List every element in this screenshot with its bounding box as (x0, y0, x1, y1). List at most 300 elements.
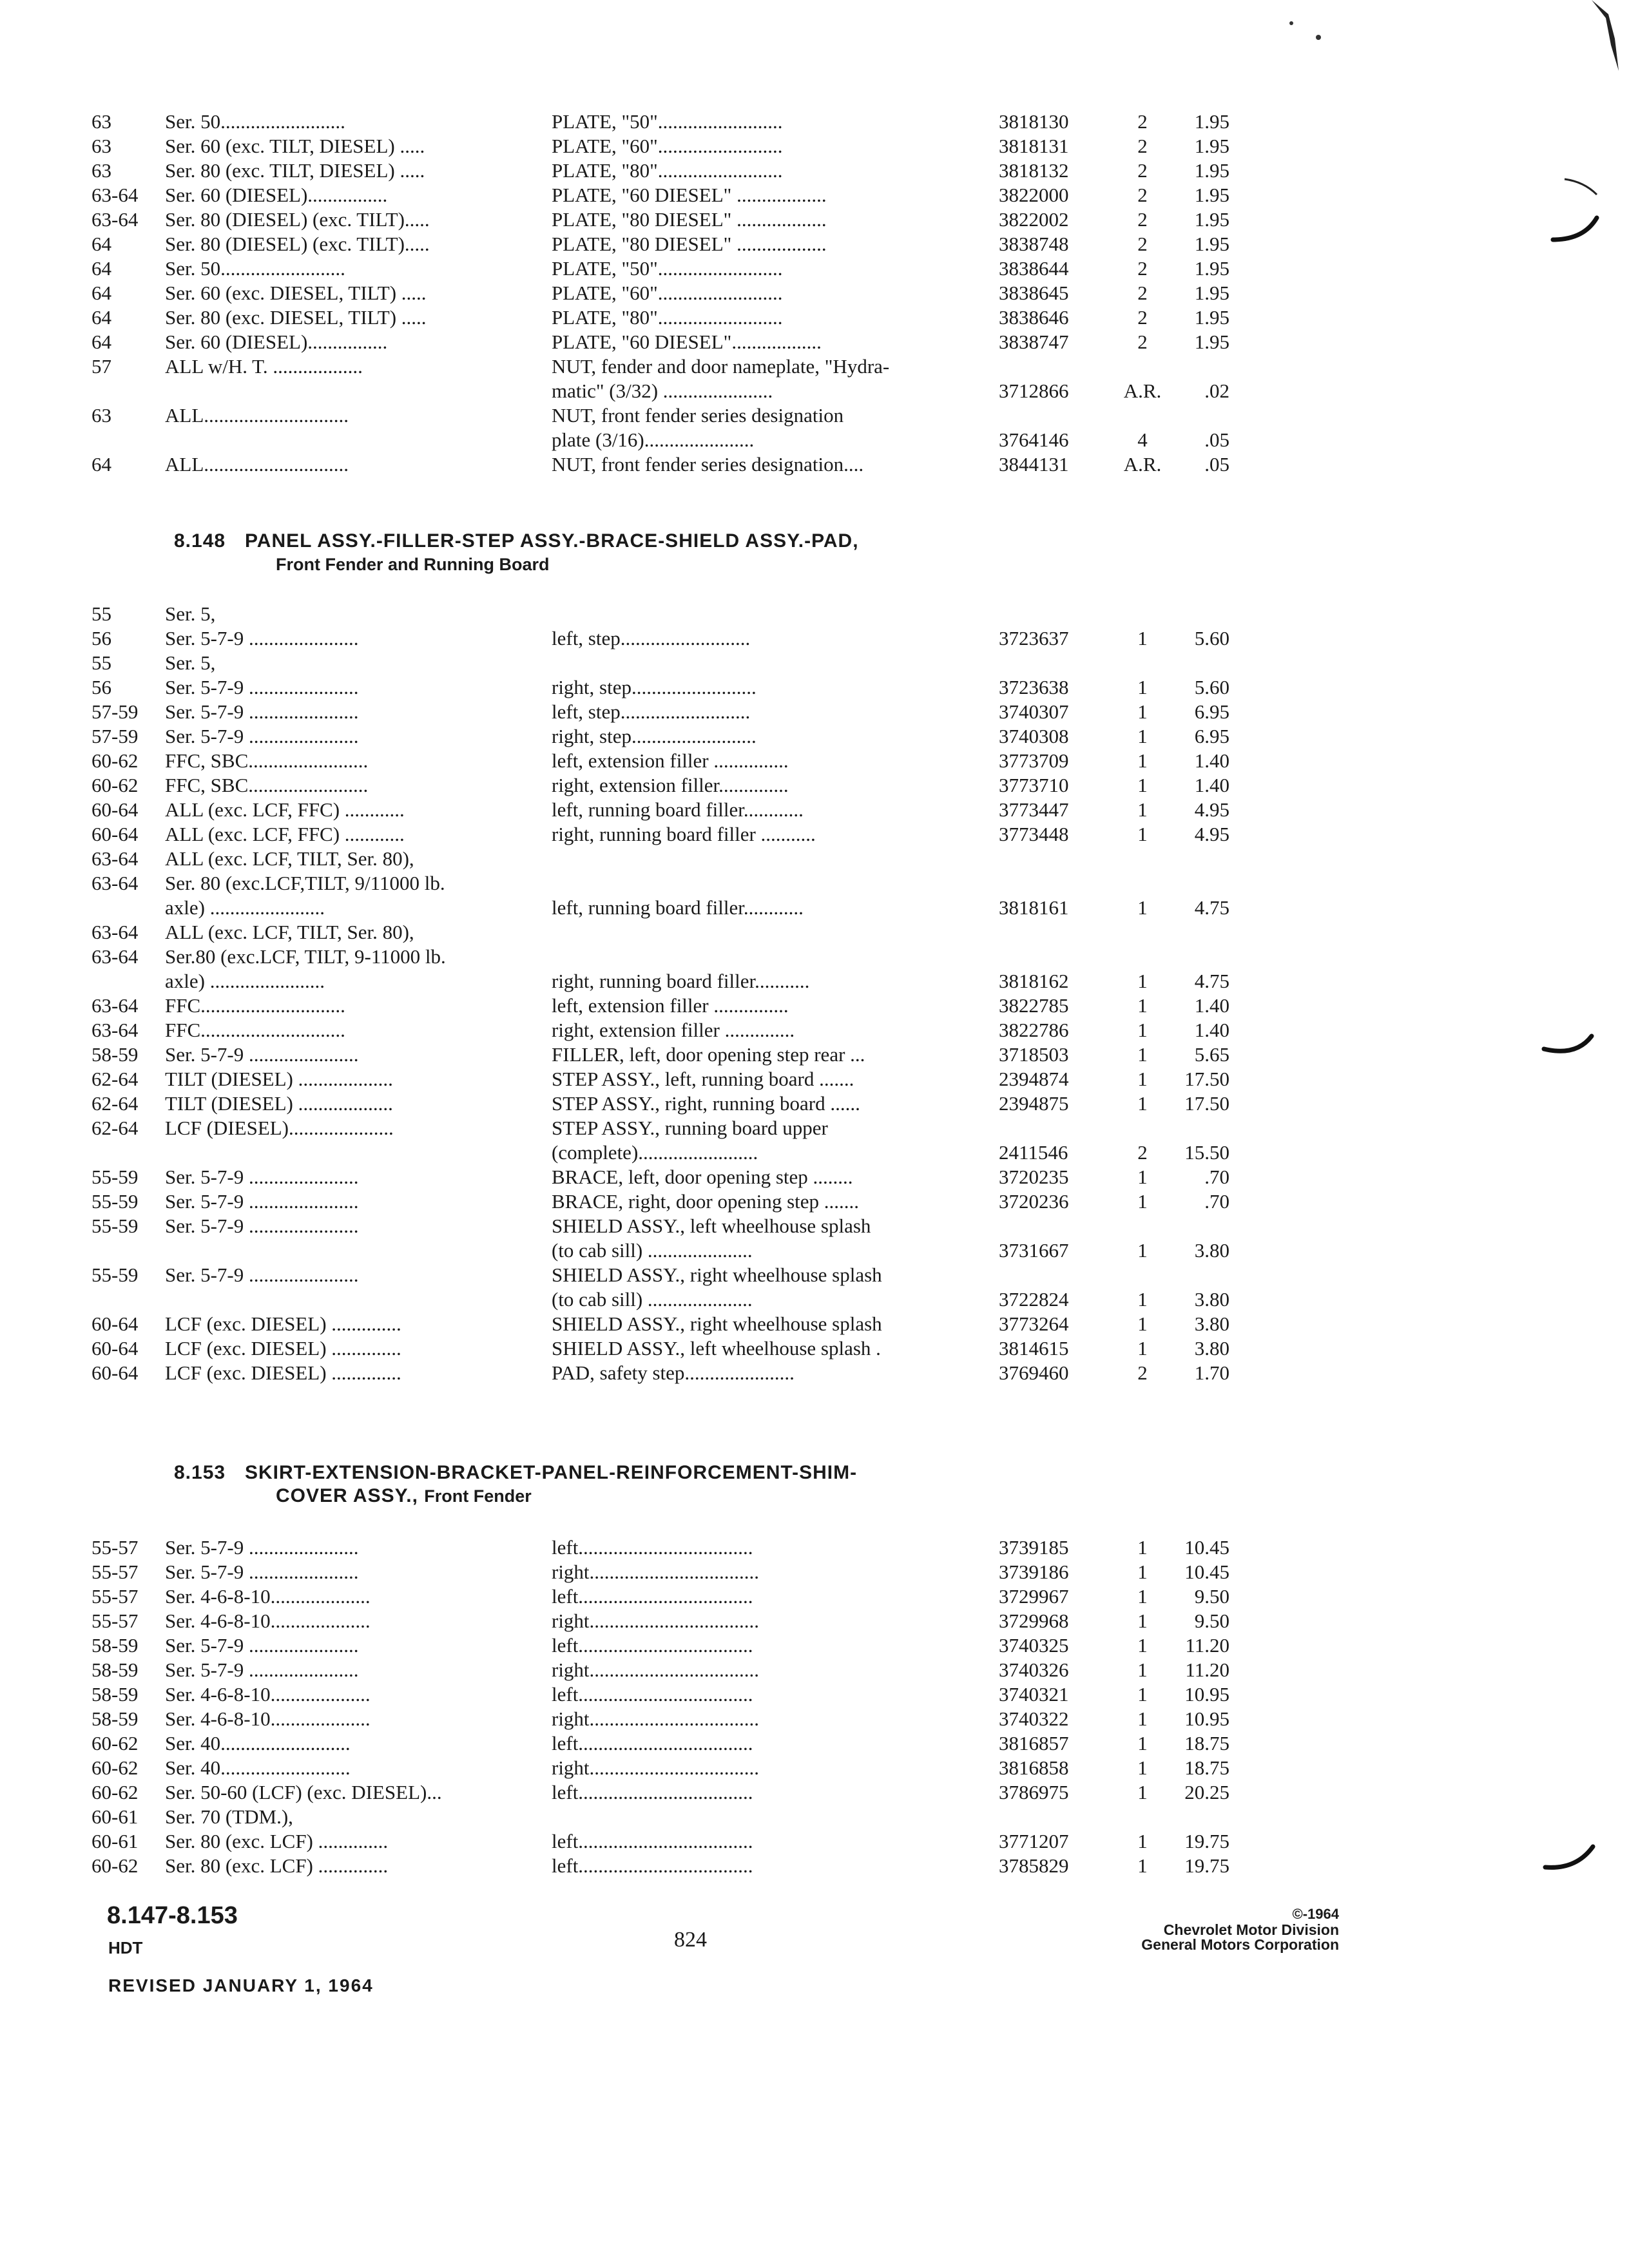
quantity-cell: A.R. (1123, 380, 1162, 402)
price-cell: 11.20 (1185, 1658, 1229, 1681)
scan-speck (1316, 35, 1321, 40)
description-cell: left................................... (552, 1683, 753, 1706)
price-cell: 1.95 (1194, 208, 1229, 231)
year-cell: 63-64 (92, 921, 139, 943)
year-cell: 60-64 (92, 798, 139, 821)
description-cell: PLATE, "60 DIESEL".................. (552, 331, 822, 353)
year-cell: 55 (92, 602, 111, 625)
part-number-cell: 3771207 (999, 1830, 1069, 1852)
footer-copyright: ©-1964 (1292, 1906, 1339, 1922)
price-cell: 9.50 (1194, 1610, 1229, 1632)
application-cell: ALL (exc. LCF, TILT, Ser. 80), (165, 921, 414, 943)
year-cell: 63 (92, 110, 111, 133)
year-cell: 64 (92, 233, 111, 255)
description-cell: NUT, front fender series designation (552, 404, 844, 427)
part-number-cell: 3723637 (999, 627, 1069, 649)
year-cell: 64 (92, 306, 111, 329)
description-cell: right.................................. (552, 1756, 760, 1779)
description-cell: right.................................. (552, 1610, 760, 1632)
price-cell: 5.60 (1194, 676, 1229, 698)
price-cell: 1.95 (1194, 331, 1229, 353)
description-cell: SHIELD ASSY., right wheelhouse splash (552, 1312, 882, 1335)
year-cell: 57-59 (92, 725, 139, 747)
description-cell: SHIELD ASSY., left wheelhouse splash (552, 1215, 871, 1237)
price-cell: 5.65 (1194, 1043, 1229, 1066)
year-cell: 62-64 (92, 1092, 139, 1115)
price-cell: 9.50 (1194, 1585, 1229, 1608)
section-number: 8.153 (174, 1462, 226, 1483)
price-cell: 4.95 (1194, 823, 1229, 845)
part-number-cell: 3814615 (999, 1337, 1069, 1360)
description-cell: PLATE, "80"......................... (552, 159, 783, 182)
price-cell: 18.75 (1184, 1756, 1229, 1779)
description-cell: PLATE, "50"......................... (552, 257, 783, 280)
quantity-cell: 1 (1137, 1585, 1148, 1608)
part-number-cell: 3731667 (999, 1239, 1069, 1262)
description-cell: right, running board filler ........... (552, 823, 816, 845)
part-number-cell: 3816858 (999, 1756, 1069, 1779)
price-cell: 17.50 (1184, 1068, 1229, 1090)
application-cell: Ser. 50-60 (LCF) (exc. DIESEL)... (165, 1781, 442, 1803)
price-cell: 3.80 (1194, 1239, 1229, 1262)
part-number-cell: 3769460 (999, 1361, 1069, 1384)
quantity-cell: 1 (1137, 1756, 1148, 1779)
application-cell: Ser. 50......................... (165, 257, 345, 280)
quantity-cell: 1 (1137, 1239, 1148, 1262)
application-cell: Ser. 50......................... (165, 110, 345, 133)
part-number-cell: 3712866 (999, 380, 1069, 402)
quantity-cell: 1 (1137, 1830, 1148, 1852)
price-cell: 3.80 (1194, 1337, 1229, 1360)
binder-hole-mark (1545, 1847, 1593, 1867)
section-title: PANEL ASSY.-FILLER-STEP ASSY.-BRACE-SHIELD ASSY.-PAD, (245, 530, 859, 552)
quantity-cell: 1 (1137, 1019, 1148, 1041)
footer-range: 8.147-8.153 (107, 1902, 238, 1929)
part-number-cell: 3838747 (999, 331, 1069, 353)
price-cell: 15.50 (1184, 1141, 1229, 1164)
price-cell: 6.95 (1194, 725, 1229, 747)
footer-code: HDT (108, 1938, 143, 1957)
section-title-continued: COVER ASSY., (276, 1485, 418, 1506)
year-cell: 64 (92, 453, 111, 476)
part-number-cell: 3818131 (999, 135, 1069, 157)
quantity-cell: 2 (1137, 208, 1148, 231)
price-cell: 1.95 (1194, 257, 1229, 280)
application-cell: Ser. 5-7-9 ...................... (165, 1658, 359, 1681)
part-number-cell: 3844131 (999, 453, 1069, 476)
price-cell: 1.40 (1194, 774, 1229, 796)
quantity-cell: 4 (1137, 428, 1148, 451)
quantity-cell: 1 (1137, 627, 1148, 649)
year-cell: 60-61 (92, 1830, 139, 1852)
application-cell: ALL (exc. LCF, TILT, Ser. 80), (165, 847, 414, 870)
year-cell: 56 (92, 676, 111, 698)
description-cell: BRACE, left, door opening step ........ (552, 1166, 853, 1188)
part-number-cell: 2394875 (999, 1092, 1069, 1115)
year-cell: 60-62 (92, 1854, 139, 1877)
price-cell: 10.95 (1184, 1683, 1229, 1706)
description-cell: right, step......................... (552, 676, 757, 698)
part-number-cell: 3729967 (999, 1585, 1069, 1608)
price-cell: 1.70 (1194, 1361, 1229, 1384)
description-cell: SHIELD ASSY., left wheelhouse splash . (552, 1337, 881, 1360)
description-cell: PLATE, "80 DIESEL" .................. (552, 208, 827, 231)
price-cell: 1.40 (1194, 1019, 1229, 1041)
application-cell: Ser. 4-6-8-10.................... (165, 1683, 371, 1706)
part-number-cell: 3740321 (999, 1683, 1069, 1706)
quantity-cell: 2 (1137, 282, 1148, 304)
year-cell: 58-59 (92, 1043, 139, 1066)
application-cell: FFC, SBC........................ (165, 774, 369, 796)
price-cell: 5.60 (1194, 627, 1229, 649)
year-cell: 63-64 (92, 847, 139, 870)
quantity-cell: 2 (1137, 184, 1148, 206)
quantity-cell: 1 (1137, 1288, 1148, 1311)
year-cell: 63-64 (92, 1019, 139, 1041)
part-number-cell: 3786975 (999, 1781, 1069, 1803)
year-cell: 55-59 (92, 1264, 139, 1286)
year-cell: 63 (92, 404, 111, 427)
part-number-cell: 3720236 (999, 1190, 1069, 1213)
application-cell: Ser. 4-6-8-10.................... (165, 1610, 371, 1632)
application-cell: LCF (exc. DIESEL) .............. (165, 1337, 401, 1360)
price-cell: .05 (1204, 428, 1229, 451)
year-cell: 58-59 (92, 1658, 139, 1681)
application-cell: Ser. 5-7-9 ...................... (165, 1166, 359, 1188)
part-number-cell: 3838644 (999, 257, 1069, 280)
part-number-cell: 3740307 (999, 700, 1069, 723)
part-number-cell: 3739186 (999, 1561, 1069, 1583)
year-cell: 60-62 (92, 774, 139, 796)
quantity-cell: 1 (1137, 1337, 1148, 1360)
price-cell: 1.95 (1194, 135, 1229, 157)
description-cell: left................................... (552, 1830, 753, 1852)
description-cell: right, extension filler .............. (552, 1019, 795, 1041)
price-cell: 20.25 (1184, 1781, 1229, 1803)
quantity-cell: 1 (1137, 1166, 1148, 1188)
application-cell: Ser. 5-7-9 ...................... (165, 1536, 359, 1559)
quantity-cell: 1 (1137, 1732, 1148, 1754)
application-cell: Ser. 60 (exc. TILT, DIESEL) ..... (165, 135, 425, 157)
part-number-cell: 3822786 (999, 1019, 1069, 1041)
description-cell: right.................................. (552, 1658, 760, 1681)
price-cell: .70 (1204, 1166, 1229, 1188)
quantity-cell: 1 (1137, 774, 1148, 796)
description-cell: STEP ASSY., left, running board ....... (552, 1068, 854, 1090)
quantity-cell: 2 (1137, 135, 1148, 157)
description-cell: left................................... (552, 1781, 753, 1803)
year-cell: 55-57 (92, 1585, 139, 1608)
application-cell: TILT (DIESEL) ................... (165, 1092, 393, 1115)
quantity-cell: 1 (1137, 798, 1148, 821)
description-cell: right, extension filler.............. (552, 774, 789, 796)
description-cell: left, extension filler ............... (552, 994, 789, 1017)
application-cell: axle) ....................... (165, 970, 325, 992)
part-number-cell: 3740326 (999, 1658, 1069, 1681)
price-cell: 11.20 (1185, 1634, 1229, 1657)
section-subtitle: Front Fender (424, 1486, 532, 1506)
price-cell: .05 (1204, 453, 1229, 476)
quantity-cell: 1 (1137, 1043, 1148, 1066)
quantity-cell: 1 (1137, 896, 1148, 919)
application-cell: Ser. 60 (DIESEL)................ (165, 331, 388, 353)
year-cell: 56 (92, 627, 111, 649)
application-cell: FFC............................. (165, 994, 345, 1017)
quantity-cell: 1 (1137, 970, 1148, 992)
year-cell: 55-57 (92, 1561, 139, 1583)
description-cell: PLATE, "80 DIESEL" .................. (552, 233, 827, 255)
application-cell: TILT (DIESEL) ................... (165, 1068, 393, 1090)
binder-hole-mark (1565, 179, 1597, 195)
application-cell: Ser. 80 (exc. TILT, DIESEL) ..... (165, 159, 425, 182)
price-cell: 3.80 (1194, 1312, 1229, 1335)
description-cell: PLATE, "60"......................... (552, 282, 783, 304)
description-cell: PLATE, "80"......................... (552, 306, 783, 329)
quantity-cell: 1 (1137, 725, 1148, 747)
quantity-cell: 1 (1137, 700, 1148, 723)
part-number-cell: 2394874 (999, 1068, 1069, 1090)
year-cell: 55-57 (92, 1536, 139, 1559)
quantity-cell: 2 (1137, 1141, 1148, 1164)
quantity-cell: 1 (1137, 1536, 1148, 1559)
part-number-cell: 3720235 (999, 1166, 1069, 1188)
part-number-cell: 3723638 (999, 676, 1069, 698)
year-cell: 62-64 (92, 1068, 139, 1090)
year-cell: 60-64 (92, 1361, 139, 1384)
part-number-cell: 3816857 (999, 1732, 1069, 1754)
description-cell: (to cab sill) ..................... (552, 1288, 753, 1311)
application-cell: Ser. 4-6-8-10.................... (165, 1585, 371, 1608)
application-cell: ALL (exc. LCF, FFC) ............ (165, 798, 405, 821)
application-cell: Ser. 80 (exc. LCF) .............. (165, 1830, 389, 1852)
price-cell: 1.95 (1194, 306, 1229, 329)
year-cell: 63 (92, 159, 111, 182)
application-cell: Ser. 5, (165, 651, 216, 674)
description-cell: STEP ASSY., running board upper (552, 1117, 828, 1139)
application-cell: Ser. 5-7-9 ...................... (165, 627, 359, 649)
application-cell: LCF (exc. DIESEL) .............. (165, 1361, 401, 1384)
part-number-cell: 3773264 (999, 1312, 1069, 1335)
year-cell: 63 (92, 135, 111, 157)
part-number-cell: 3740308 (999, 725, 1069, 747)
quantity-cell: 1 (1137, 1190, 1148, 1213)
footer-division: Chevrolet Motor Division (1163, 1921, 1339, 1938)
application-cell: Ser. 60 (DIESEL)................ (165, 184, 388, 206)
quantity-cell: 2 (1137, 110, 1148, 133)
price-cell: 6.95 (1194, 700, 1229, 723)
part-number-cell: 3773447 (999, 798, 1069, 821)
application-cell: Ser. 5-7-9 ...................... (165, 1215, 359, 1237)
price-cell: 10.45 (1184, 1561, 1229, 1583)
description-cell: plate (3/16)...................... (552, 428, 755, 451)
year-cell: 64 (92, 257, 111, 280)
part-number-cell: 3740322 (999, 1707, 1069, 1730)
application-cell: Ser. 5-7-9 ...................... (165, 1190, 359, 1213)
part-number-cell: 3739185 (999, 1536, 1069, 1559)
binder-hole-mark (1553, 218, 1597, 240)
application-cell: Ser. 60 (exc. DIESEL, TILT) ..... (165, 282, 427, 304)
description-cell: BRACE, right, door opening step ....... (552, 1190, 860, 1213)
price-cell: 1.40 (1194, 749, 1229, 772)
description-cell: PAD, safety step...................... (552, 1361, 795, 1384)
application-cell: Ser. 5-7-9 ...................... (165, 1561, 359, 1583)
price-cell: 4.75 (1194, 970, 1229, 992)
quantity-cell: 2 (1137, 257, 1148, 280)
part-number-cell: 3838646 (999, 306, 1069, 329)
part-number-cell: 3740325 (999, 1634, 1069, 1657)
application-cell: Ser. 5-7-9 ...................... (165, 1634, 359, 1657)
application-cell: Ser. 40.......................... (165, 1732, 351, 1754)
part-number-cell: 3764146 (999, 428, 1069, 451)
application-cell: Ser.80 (exc.LCF, TILT, 9-11000 lb. (165, 945, 446, 968)
price-cell: 1.40 (1194, 994, 1229, 1017)
year-cell: 55-57 (92, 1610, 139, 1632)
year-cell: 63-64 (92, 184, 139, 206)
price-cell: 1.95 (1194, 233, 1229, 255)
description-cell: left................................... (552, 1634, 753, 1657)
description-cell: NUT, front fender series designation.... (552, 453, 864, 476)
year-cell: 55-59 (92, 1166, 139, 1188)
application-cell: Ser. 80 (exc.LCF,TILT, 9/11000 lb. (165, 872, 445, 894)
price-cell: 4.95 (1194, 798, 1229, 821)
quantity-cell: 1 (1137, 676, 1148, 698)
year-cell: 58-59 (92, 1683, 139, 1706)
footer-revised: REVISED JANUARY 1, 1964 (108, 1975, 374, 1995)
year-cell: 60-61 (92, 1805, 139, 1828)
year-cell: 58-59 (92, 1707, 139, 1730)
price-cell: 4.75 (1194, 896, 1229, 919)
quantity-cell: 2 (1137, 306, 1148, 329)
year-cell: 63-64 (92, 994, 139, 1017)
description-cell: right.................................. (552, 1707, 760, 1730)
description-cell: PLATE, "60"......................... (552, 135, 783, 157)
description-cell: left, running board filler............ (552, 798, 804, 821)
price-cell: 18.75 (1184, 1732, 1229, 1754)
part-number-cell: 3822002 (999, 208, 1069, 231)
part-number-cell: 3818161 (999, 896, 1069, 919)
quantity-cell: 1 (1137, 1854, 1148, 1877)
part-number-cell: 3773448 (999, 823, 1069, 845)
section-number: 8.148 (174, 530, 226, 552)
section-subtitle: Front Fender and Running Board (276, 555, 550, 574)
quantity-cell: 2 (1137, 331, 1148, 353)
application-cell: axle) ....................... (165, 896, 325, 919)
year-cell: 63-64 (92, 872, 139, 894)
description-cell: STEP ASSY., right, running board ...... (552, 1092, 860, 1115)
description-cell: SHIELD ASSY., right wheelhouse splash (552, 1264, 882, 1286)
description-cell: left................................... (552, 1585, 753, 1608)
scan-speck (1289, 21, 1293, 25)
description-cell: left................................... (552, 1536, 753, 1559)
price-cell: 19.75 (1184, 1830, 1229, 1852)
application-cell: Ser. 5-7-9 ...................... (165, 676, 359, 698)
quantity-cell: 2 (1137, 233, 1148, 255)
quantity-cell: 1 (1137, 823, 1148, 845)
part-number-cell: 3718503 (999, 1043, 1069, 1066)
year-cell: 60-62 (92, 1756, 139, 1779)
top-right-smudge (1592, 0, 1619, 71)
application-cell: Ser. 80 (DIESEL) (exc. TILT)..... (165, 208, 430, 231)
description-cell: left, extension filler ............... (552, 749, 789, 772)
year-cell: 60-62 (92, 1781, 139, 1803)
price-cell: 17.50 (1184, 1092, 1229, 1115)
application-cell: Ser. 4-6-8-10.................... (165, 1707, 371, 1730)
application-cell: Ser. 5-7-9 ...................... (165, 1264, 359, 1286)
price-cell: 10.45 (1184, 1536, 1229, 1559)
price-cell: 1.95 (1194, 184, 1229, 206)
application-cell: Ser. 80 (exc. LCF) .............. (165, 1854, 389, 1877)
quantity-cell: 1 (1137, 1781, 1148, 1803)
year-cell: 57-59 (92, 700, 139, 723)
description-cell: right, running board filler........... (552, 970, 810, 992)
description-cell: left, step.......................... (552, 627, 751, 649)
quantity-cell: 2 (1137, 1361, 1148, 1384)
part-number-cell: 3773710 (999, 774, 1069, 796)
application-cell: LCF (exc. DIESEL) .............. (165, 1312, 401, 1335)
year-cell: 60-62 (92, 1732, 139, 1754)
application-cell: Ser. 80 (DIESEL) (exc. TILT)..... (165, 233, 430, 255)
part-number-cell: 2411546 (999, 1141, 1068, 1164)
application-cell: ALL............................. (165, 404, 349, 427)
description-cell: (complete)........................ (552, 1141, 758, 1164)
year-cell: 55-59 (92, 1190, 139, 1213)
description-cell: PLATE, "50"......................... (552, 110, 783, 133)
part-number-cell: 3838645 (999, 282, 1069, 304)
part-number-cell: 3818130 (999, 110, 1069, 133)
section-title: SKIRT-EXTENSION-BRACKET-PANEL-REINFORCEMENT-SHIM- (245, 1462, 858, 1483)
quantity-cell: 1 (1137, 1707, 1148, 1730)
description-cell: FILLER, left, door opening step rear ... (552, 1043, 865, 1066)
quantity-cell: 1 (1137, 1634, 1148, 1657)
year-cell: 55-59 (92, 1215, 139, 1237)
year-cell: 55 (92, 651, 111, 674)
year-cell: 64 (92, 331, 111, 353)
part-number-cell: 3722824 (999, 1288, 1069, 1311)
application-cell: Ser. 5, (165, 602, 216, 625)
quantity-cell: 1 (1137, 1068, 1148, 1090)
description-cell: matic" (3/32) ...................... (552, 380, 773, 402)
description-cell: left................................... (552, 1854, 753, 1877)
quantity-cell: A.R. (1123, 453, 1162, 476)
quantity-cell: 1 (1137, 1610, 1148, 1632)
page-number: 824 (674, 1928, 707, 1952)
price-cell: .70 (1204, 1190, 1229, 1213)
year-cell: 57 (92, 355, 111, 378)
quantity-cell: 1 (1137, 1658, 1148, 1681)
price-cell: 1.95 (1194, 159, 1229, 182)
year-cell: 60-64 (92, 1337, 139, 1360)
binder-hole-mark (1544, 1036, 1592, 1051)
description-cell: left................................... (552, 1732, 753, 1754)
quantity-cell: 1 (1137, 1312, 1148, 1335)
part-number-cell: 3818132 (999, 159, 1069, 182)
price-cell: 1.95 (1194, 282, 1229, 304)
application-cell: Ser. 40.......................... (165, 1756, 351, 1779)
part-number-cell: 3773709 (999, 749, 1069, 772)
quantity-cell: 1 (1137, 1683, 1148, 1706)
part-number-cell: 3822785 (999, 994, 1069, 1017)
quantity-cell: 1 (1137, 1561, 1148, 1583)
part-number-cell: 3729968 (999, 1610, 1069, 1632)
application-cell: Ser. 80 (exc. DIESEL, TILT) ..... (165, 306, 427, 329)
application-cell: Ser. 5-7-9 ...................... (165, 1043, 359, 1066)
description-cell: right, step......................... (552, 725, 757, 747)
part-number-cell: 3818162 (999, 970, 1069, 992)
application-cell: LCF (DIESEL)..................... (165, 1117, 394, 1139)
price-cell: 1.95 (1194, 110, 1229, 133)
part-number-cell: 3785829 (999, 1854, 1069, 1877)
application-cell: ALL (exc. LCF, FFC) ............ (165, 823, 405, 845)
